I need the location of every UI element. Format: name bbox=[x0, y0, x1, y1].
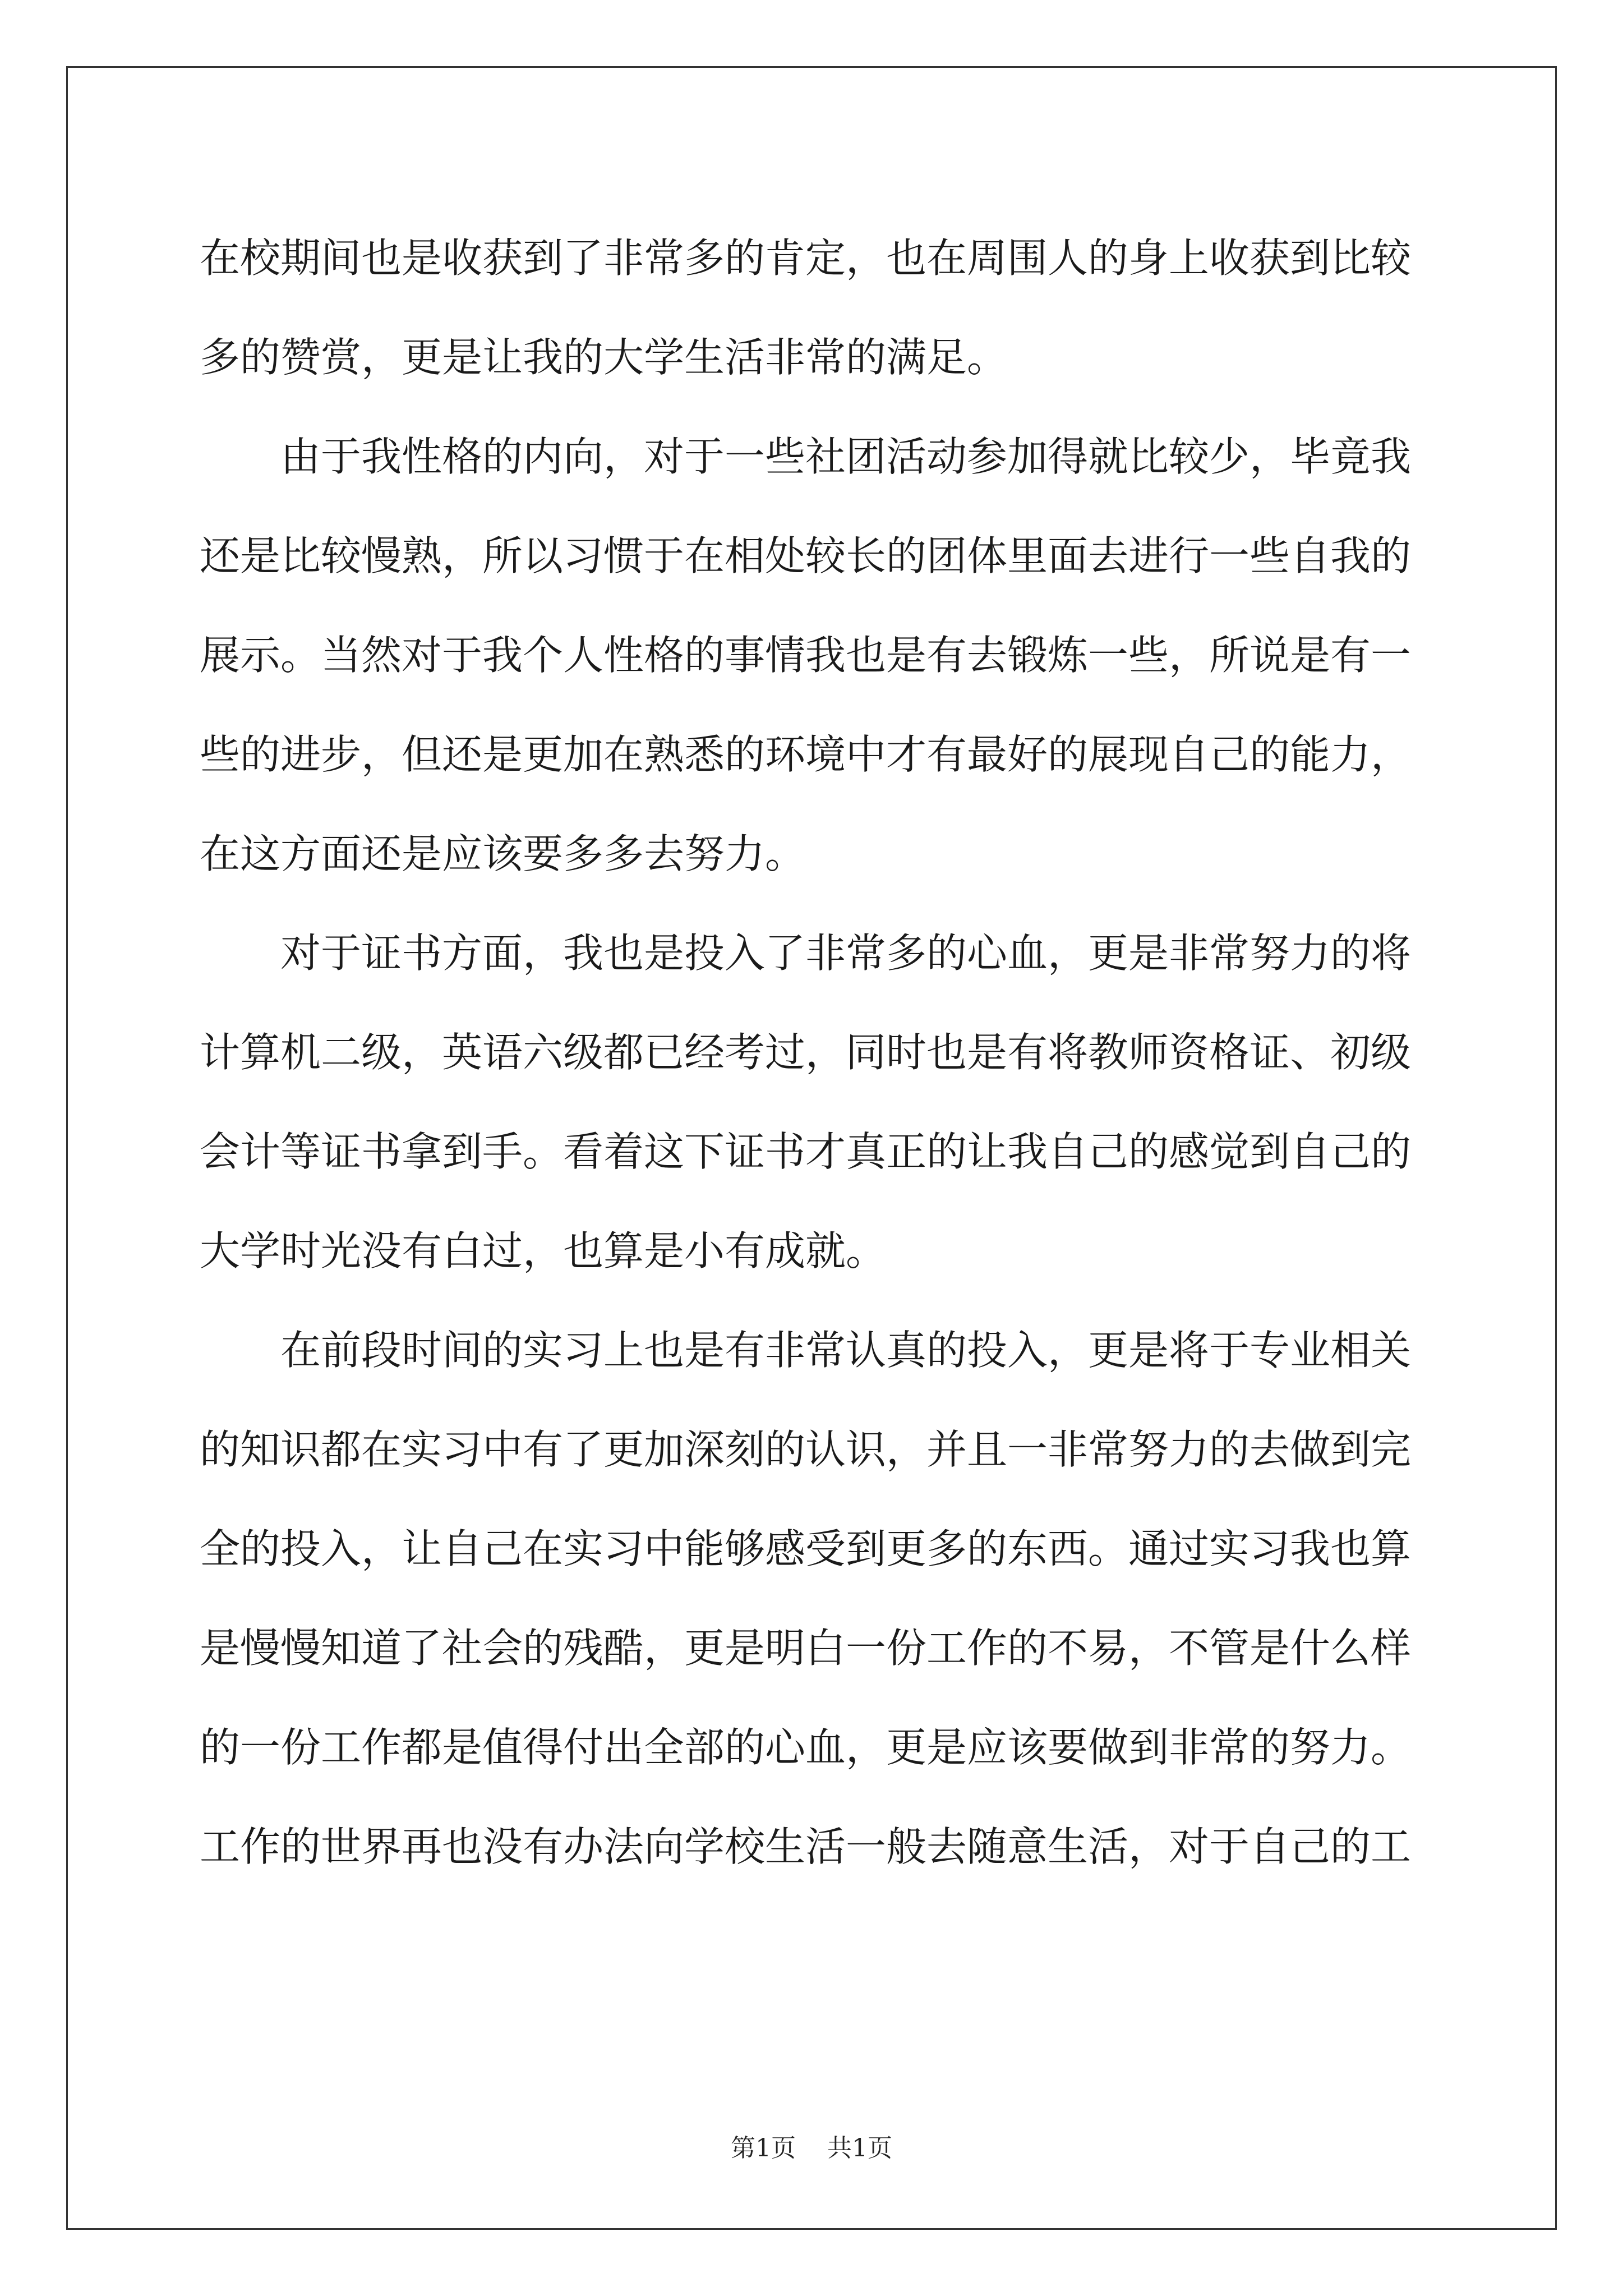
text-line: 的知识都在实习中有了更加深刻的认识，并且一非常努力的去做到完 bbox=[200, 1426, 1412, 1473]
text-line: 的一份工作都是值得付出全部的心血，更是应该要做到非常的努力。 bbox=[200, 1724, 1412, 1771]
text-line: 计算机二级，英语六级都已经考过，同时也是有将教师资格证、初级 bbox=[200, 1029, 1412, 1076]
paragraph-first-line: 在前段时间的实习上也是有非常认真的投入，更是将于专业相关 bbox=[280, 1327, 1412, 1374]
text-line: 会计等证书拿到手。看着这下证书才真正的让我自己的感觉到自己的 bbox=[200, 1128, 1412, 1175]
text-line: 在校期间也是收获到了非常多的肯定，也在周围人的身上收获到比较 bbox=[200, 234, 1412, 282]
text-line: 展示。当然对于我个人性格的事情我也是有去锻炼一些，所说是有一 bbox=[200, 632, 1412, 679]
text-line: 些的进步，但还是更加在熟悉的环境中才有最好的展现自己的能力， bbox=[200, 731, 1412, 778]
text-line: 是慢慢知道了社会的残酷，更是明白一份工作的不易，不管是什么样 bbox=[200, 1625, 1412, 1672]
page-number-current: 第1页 bbox=[731, 2134, 796, 2162]
paragraph-first-line: 对于证书方面，我也是投入了非常多的心血，更是非常努力的将 bbox=[280, 930, 1412, 977]
paragraph-first-line: 由于我性格的内向，对于一些社团活动参加得就比较少，毕竟我 bbox=[280, 433, 1412, 480]
text-line: 工作的世界再也没有办法向学校生活一般去随意生活，对于自己的工 bbox=[200, 1823, 1412, 1870]
text-line: 多的赞赏，更是让我的大学生活非常的满足。 bbox=[200, 334, 1008, 381]
document-body bbox=[200, 209, 1431, 1897]
text-line: 大学时光没有白过，也算是小有成就。 bbox=[200, 1227, 887, 1274]
text-line: 还是比较慢熟，所以习惯于在相处较长的团体里面去进行一些自我的 bbox=[200, 532, 1412, 579]
text-line: 全的投入，让自己在实习中能够感受到更多的东西。通过实习我也算 bbox=[200, 1525, 1412, 1572]
page-footer bbox=[0, 2132, 1623, 2165]
text-line: 在这方面还是应该要多多去努力。 bbox=[200, 830, 806, 877]
page-number-total: 共1页 bbox=[827, 2134, 892, 2162]
